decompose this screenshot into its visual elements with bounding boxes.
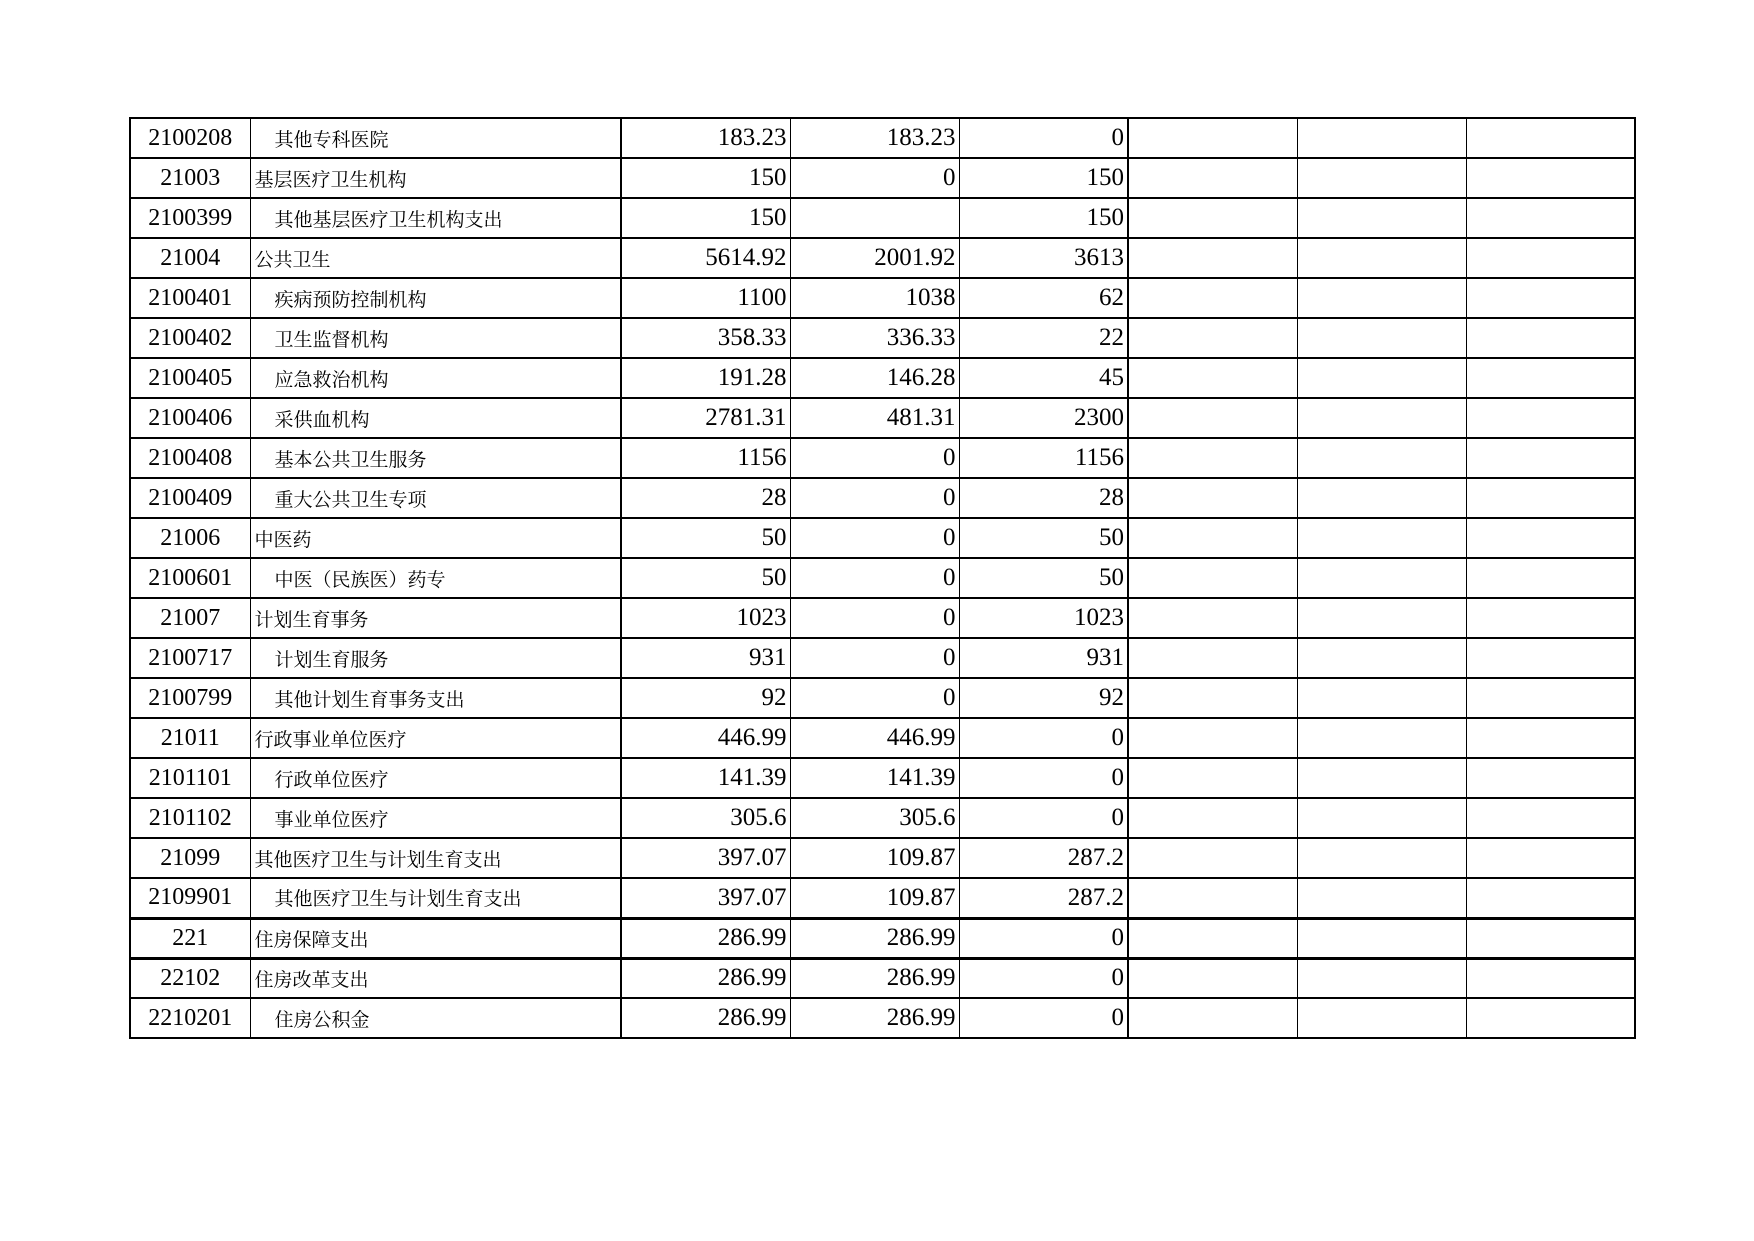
empty-cell: [1297, 398, 1466, 438]
subject-code-cell: 2100799: [130, 678, 250, 718]
table-row: [130, 598, 1635, 638]
total-amount-cell: 150: [621, 198, 790, 238]
subject-name-cell: 住房公积金: [250, 998, 621, 1038]
basic-expenditure-cell: 0: [790, 598, 959, 638]
table-row: [130, 358, 1635, 398]
table-row: [130, 678, 1635, 718]
empty-cell: [1297, 758, 1466, 798]
empty-cell: [1297, 358, 1466, 398]
empty-cell: [1297, 958, 1466, 998]
empty-cell: [1466, 718, 1635, 758]
project-expenditure-cell: 150: [959, 158, 1128, 198]
budget-table-body: [130, 118, 1635, 1038]
empty-cell: [1128, 678, 1297, 718]
subject-name-cell: 计划生育事务: [250, 598, 621, 638]
empty-cell: [1297, 318, 1466, 358]
basic-expenditure-cell: 109.87: [790, 878, 959, 918]
empty-cell: [1128, 598, 1297, 638]
total-amount-cell: 397.07: [621, 838, 790, 878]
empty-cell: [1297, 278, 1466, 318]
empty-cell: [1128, 398, 1297, 438]
subject-code-cell: 21004: [130, 238, 250, 278]
project-expenditure-cell: 3613: [959, 238, 1128, 278]
table-row: [130, 958, 1635, 998]
basic-expenditure-cell: 146.28: [790, 358, 959, 398]
empty-cell: [1466, 198, 1635, 238]
basic-expenditure-cell: 481.31: [790, 398, 959, 438]
project-expenditure-cell: 22: [959, 318, 1128, 358]
empty-cell: [1297, 478, 1466, 518]
basic-expenditure-cell: 336.33: [790, 318, 959, 358]
table-row: [130, 398, 1635, 438]
empty-cell: [1128, 718, 1297, 758]
total-amount-cell: 191.28: [621, 358, 790, 398]
table-row: [130, 998, 1635, 1038]
subject-code-cell: 21007: [130, 598, 250, 638]
total-amount-cell: 5614.92: [621, 238, 790, 278]
empty-cell: [1128, 878, 1297, 918]
basic-expenditure-cell: 2001.92: [790, 238, 959, 278]
basic-expenditure-cell: 0: [790, 638, 959, 678]
empty-cell: [1297, 878, 1466, 918]
subject-code-cell: 2101102: [130, 798, 250, 838]
subject-name-cell: 行政事业单位医疗: [250, 718, 621, 758]
empty-cell: [1128, 838, 1297, 878]
table-row: [130, 638, 1635, 678]
empty-cell: [1466, 118, 1635, 158]
empty-cell: [1297, 518, 1466, 558]
total-amount-cell: 397.07: [621, 878, 790, 918]
subject-code-cell: 2100409: [130, 478, 250, 518]
empty-cell: [1128, 758, 1297, 798]
subject-name-cell: 重大公共卫生专项: [250, 478, 621, 518]
subject-name-cell: 住房改革支出: [250, 958, 621, 998]
total-amount-cell: 446.99: [621, 718, 790, 758]
subject-name-cell: 其他专科医院: [250, 118, 621, 158]
table-row: [130, 558, 1635, 598]
subject-code-cell: 2101101: [130, 758, 250, 798]
budget-table: [129, 117, 1636, 1039]
empty-cell: [1128, 158, 1297, 198]
total-amount-cell: 183.23: [621, 118, 790, 158]
total-amount-cell: 1100: [621, 278, 790, 318]
subject-code-cell: 2210201: [130, 998, 250, 1038]
subject-code-cell: 21011: [130, 718, 250, 758]
project-expenditure-cell: 0: [959, 758, 1128, 798]
project-expenditure-cell: 287.2: [959, 878, 1128, 918]
empty-cell: [1466, 238, 1635, 278]
project-expenditure-cell: 931: [959, 638, 1128, 678]
subject-code-cell: 21006: [130, 518, 250, 558]
empty-cell: [1466, 478, 1635, 518]
empty-cell: [1466, 318, 1635, 358]
empty-cell: [1128, 478, 1297, 518]
project-expenditure-cell: 0: [959, 718, 1128, 758]
project-expenditure-cell: 50: [959, 558, 1128, 598]
empty-cell: [1466, 918, 1635, 958]
total-amount-cell: 1156: [621, 438, 790, 478]
table-row: [130, 838, 1635, 878]
empty-cell: [1297, 718, 1466, 758]
empty-cell: [1466, 358, 1635, 398]
subject-name-cell: 行政单位医疗: [250, 758, 621, 798]
empty-cell: [1297, 998, 1466, 1038]
empty-cell: [1466, 158, 1635, 198]
empty-cell: [1128, 438, 1297, 478]
total-amount-cell: 141.39: [621, 758, 790, 798]
total-amount-cell: 931: [621, 638, 790, 678]
subject-name-cell: 基层医疗卫生机构: [250, 158, 621, 198]
basic-expenditure-cell: 0: [790, 478, 959, 518]
subject-code-cell: 2100717: [130, 638, 250, 678]
subject-code-cell: 2100601: [130, 558, 250, 598]
subject-name-cell: 基本公共卫生服务: [250, 438, 621, 478]
subject-code-cell: 2100408: [130, 438, 250, 478]
empty-cell: [1297, 918, 1466, 958]
basic-expenditure-cell: 183.23: [790, 118, 959, 158]
total-amount-cell: 2781.31: [621, 398, 790, 438]
empty-cell: [1128, 238, 1297, 278]
total-amount-cell: 1023: [621, 598, 790, 638]
subject-name-cell: 其他计划生育事务支出: [250, 678, 621, 718]
total-amount-cell: 28: [621, 478, 790, 518]
subject-code-cell: 2100208: [130, 118, 250, 158]
empty-cell: [1297, 678, 1466, 718]
basic-expenditure-cell: 0: [790, 438, 959, 478]
empty-cell: [1297, 198, 1466, 238]
basic-expenditure-cell: 0: [790, 558, 959, 598]
empty-cell: [1128, 358, 1297, 398]
empty-cell: [1466, 798, 1635, 838]
empty-cell: [1297, 798, 1466, 838]
empty-cell: [1466, 878, 1635, 918]
basic-expenditure-cell: 286.99: [790, 918, 959, 958]
empty-cell: [1128, 998, 1297, 1038]
basic-expenditure-cell: 109.87: [790, 838, 959, 878]
subject-name-cell: 公共卫生: [250, 238, 621, 278]
total-amount-cell: 286.99: [621, 918, 790, 958]
table-row: [130, 518, 1635, 558]
basic-expenditure-cell: 141.39: [790, 758, 959, 798]
project-expenditure-cell: 0: [959, 918, 1128, 958]
total-amount-cell: 92: [621, 678, 790, 718]
basic-expenditure-cell: 0: [790, 518, 959, 558]
basic-expenditure-cell: 286.99: [790, 998, 959, 1038]
project-expenditure-cell: 2300: [959, 398, 1128, 438]
basic-expenditure-cell: [790, 198, 959, 238]
project-expenditure-cell: 0: [959, 118, 1128, 158]
empty-cell: [1128, 958, 1297, 998]
subject-name-cell: 卫生监督机构: [250, 318, 621, 358]
empty-cell: [1466, 598, 1635, 638]
table-row: [130, 438, 1635, 478]
empty-cell: [1128, 918, 1297, 958]
total-amount-cell: 50: [621, 518, 790, 558]
project-expenditure-cell: 50: [959, 518, 1128, 558]
subject-code-cell: 2100401: [130, 278, 250, 318]
project-expenditure-cell: 45: [959, 358, 1128, 398]
table-row: [130, 478, 1635, 518]
table-row: [130, 318, 1635, 358]
table-row: [130, 238, 1635, 278]
empty-cell: [1297, 158, 1466, 198]
empty-cell: [1466, 398, 1635, 438]
subject-name-cell: 疾病预防控制机构: [250, 278, 621, 318]
empty-cell: [1297, 598, 1466, 638]
table-row: [130, 198, 1635, 238]
subject-code-cell: 21099: [130, 838, 250, 878]
basic-expenditure-cell: 446.99: [790, 718, 959, 758]
project-expenditure-cell: 62: [959, 278, 1128, 318]
subject-name-cell: 其他基层医疗卫生机构支出: [250, 198, 621, 238]
total-amount-cell: 286.99: [621, 958, 790, 998]
empty-cell: [1128, 798, 1297, 838]
total-amount-cell: 358.33: [621, 318, 790, 358]
empty-cell: [1128, 558, 1297, 598]
subject-name-cell: 计划生育服务: [250, 638, 621, 678]
subject-code-cell: 2100402: [130, 318, 250, 358]
project-expenditure-cell: 1023: [959, 598, 1128, 638]
subject-name-cell: 事业单位医疗: [250, 798, 621, 838]
empty-cell: [1128, 318, 1297, 358]
subject-code-cell: 21003: [130, 158, 250, 198]
table-row: [130, 278, 1635, 318]
table-row: [130, 118, 1635, 158]
empty-cell: [1466, 998, 1635, 1038]
total-amount-cell: 286.99: [621, 998, 790, 1038]
empty-cell: [1466, 958, 1635, 998]
empty-cell: [1297, 638, 1466, 678]
empty-cell: [1128, 638, 1297, 678]
basic-expenditure-cell: 305.6: [790, 798, 959, 838]
subject-name-cell: 其他医疗卫生与计划生育支出: [250, 838, 621, 878]
total-amount-cell: 50: [621, 558, 790, 598]
empty-cell: [1466, 438, 1635, 478]
subject-name-cell: 住房保障支出: [250, 918, 621, 958]
subject-code-cell: 2109901: [130, 878, 250, 918]
empty-cell: [1466, 558, 1635, 598]
empty-cell: [1466, 518, 1635, 558]
subject-name-cell: 应急救治机构: [250, 358, 621, 398]
subject-name-cell: 中医药: [250, 518, 621, 558]
project-expenditure-cell: 92: [959, 678, 1128, 718]
empty-cell: [1466, 838, 1635, 878]
table-row: [130, 878, 1635, 918]
empty-cell: [1128, 278, 1297, 318]
empty-cell: [1297, 238, 1466, 278]
table-row: [130, 918, 1635, 958]
subject-name-cell: 采供血机构: [250, 398, 621, 438]
subject-name-cell: 中医（民族医）药专: [250, 558, 621, 598]
basic-expenditure-cell: 0: [790, 158, 959, 198]
basic-expenditure-cell: 1038: [790, 278, 959, 318]
project-expenditure-cell: 0: [959, 798, 1128, 838]
basic-expenditure-cell: 0: [790, 678, 959, 718]
project-expenditure-cell: 0: [959, 998, 1128, 1038]
empty-cell: [1297, 438, 1466, 478]
empty-cell: [1297, 558, 1466, 598]
subject-code-cell: 2100406: [130, 398, 250, 438]
subject-code-cell: 22102: [130, 958, 250, 998]
project-expenditure-cell: 28: [959, 478, 1128, 518]
project-expenditure-cell: 150: [959, 198, 1128, 238]
subject-code-cell: 2100399: [130, 198, 250, 238]
empty-cell: [1466, 678, 1635, 718]
project-expenditure-cell: 1156: [959, 438, 1128, 478]
subject-code-cell: 221: [130, 918, 250, 958]
total-amount-cell: 150: [621, 158, 790, 198]
empty-cell: [1297, 118, 1466, 158]
empty-cell: [1466, 278, 1635, 318]
empty-cell: [1297, 838, 1466, 878]
empty-cell: [1466, 638, 1635, 678]
subject-name-cell: 其他医疗卫生与计划生育支出: [250, 878, 621, 918]
project-expenditure-cell: 287.2: [959, 838, 1128, 878]
subject-code-cell: 2100405: [130, 358, 250, 398]
project-expenditure-cell: 0: [959, 958, 1128, 998]
table-row: [130, 758, 1635, 798]
table-row: [130, 158, 1635, 198]
empty-cell: [1128, 198, 1297, 238]
total-amount-cell: 305.6: [621, 798, 790, 838]
basic-expenditure-cell: 286.99: [790, 958, 959, 998]
empty-cell: [1128, 118, 1297, 158]
empty-cell: [1466, 758, 1635, 798]
table-row: [130, 718, 1635, 758]
table-row: [130, 798, 1635, 838]
empty-cell: [1128, 518, 1297, 558]
